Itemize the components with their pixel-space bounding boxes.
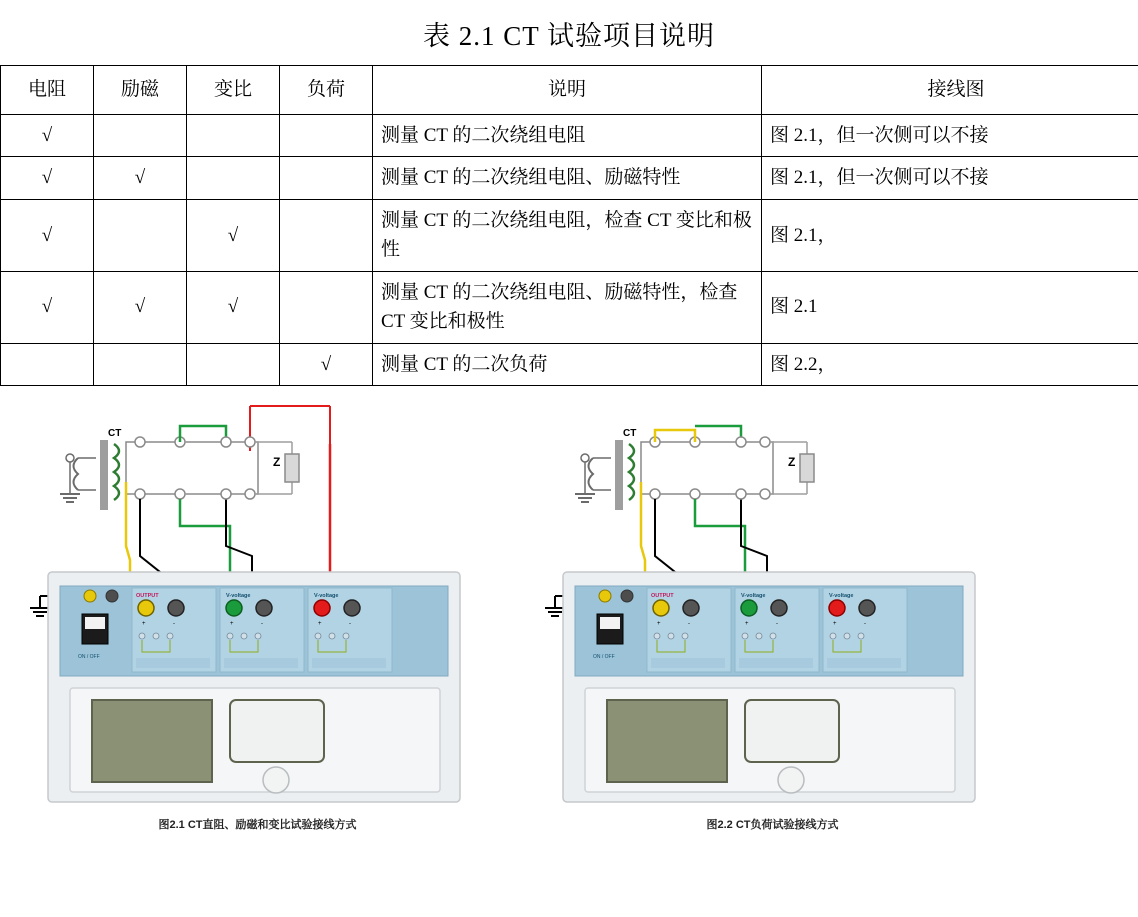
table-row [1,115,1138,157]
cell-burden [280,271,373,343]
svg-text:V-voltage: V-voltage [314,593,339,600]
cell-resistance: √ [1,199,94,271]
cell-resistance [1,343,94,385]
cell-burden [280,115,373,157]
ct-test-items-table [0,65,1138,386]
figure-ct-burden [545,396,1000,836]
cell-excitation [94,199,187,271]
column-header-description: 说明 [373,66,762,115]
svg-text:CT: CT [623,428,637,440]
cell-burden: √ [280,343,373,385]
cell-diagram: 图 2.1，但一次侧可以不接 [762,157,1138,199]
svg-text:V-voltage: V-voltage [829,593,854,600]
cell-excitation: √ [94,157,187,199]
figures-area [0,396,1138,836]
cell-resistance: √ [1,271,94,343]
svg-text:OUTPUT: OUTPUT [136,593,159,600]
cell-ratio: √ [187,199,280,271]
svg-text:-: - [688,621,690,628]
cell-diagram: 图 2.1 [762,271,1138,343]
svg-text:V-voltage: V-voltage [741,593,766,600]
svg-text:-: - [261,621,263,628]
figure-1-caption: 图2.1 CT直阻、励磁和变比试验接线方式 [158,819,357,832]
cell-description: 测量 CT 的二次绕组电阻、励磁特性，检查 CT 变比和极性 [373,271,762,343]
cell-ratio [187,157,280,199]
cell-resistance: √ [1,115,94,157]
cell-diagram: 图 2.2， [762,343,1138,385]
svg-text:Z: Z [788,455,796,470]
column-header-ratio: 变比 [187,66,280,115]
svg-text:Z: Z [273,455,281,470]
cell-excitation [94,343,187,385]
cell-excitation [94,115,187,157]
table-header-row [1,66,1138,115]
column-header-diagram: 接线图 [762,66,1138,115]
svg-text:+: + [745,621,749,628]
svg-text:+: + [230,621,234,628]
cell-burden [280,199,373,271]
table-row [1,199,1138,271]
cell-ratio [187,343,280,385]
svg-text:-: - [173,621,175,628]
svg-text:OUTPUT: OUTPUT [651,593,674,600]
cell-diagram: 图 2.1， [762,199,1138,271]
figure-ct-resistance-excitation-ratio [30,396,485,836]
svg-text:ON / OFF: ON / OFF [593,654,615,661]
cell-description: 测量 CT 的二次绕组电阻，检查 CT 变比和极性 [373,199,762,271]
cell-description: 测量 CT 的二次绕组电阻、励磁特性 [373,157,762,199]
cell-ratio: √ [187,271,280,343]
svg-text:+: + [318,621,322,628]
cell-diagram: 图 2.1，但一次侧可以不接 [762,115,1138,157]
svg-text:+: + [657,621,661,628]
cell-description: 测量 CT 的二次负荷 [373,343,762,385]
svg-text:-: - [864,621,866,628]
svg-text:-: - [349,621,351,628]
column-header-burden: 负荷 [280,66,373,115]
figure-2-caption: 图2.2 CT负荷试验接线方式 [706,819,839,832]
figure-1-svg [30,396,485,816]
cell-burden [280,157,373,199]
cell-ratio [187,115,280,157]
svg-text:V-voltage: V-voltage [226,593,251,600]
cell-description: 测量 CT 的二次绕组电阻 [373,115,762,157]
svg-text:+: + [833,621,837,628]
figure-2-svg [545,396,1000,816]
table-row [1,271,1138,343]
column-header-resistance: 电阻 [1,66,94,115]
svg-text:-: - [776,621,778,628]
svg-text:+: + [142,621,146,628]
column-header-excitation: 励磁 [94,66,187,115]
svg-text:ON / OFF: ON / OFF [78,654,100,661]
svg-text:CT: CT [108,428,122,440]
cell-excitation: √ [94,271,187,343]
cell-resistance: √ [1,157,94,199]
table-row [1,343,1138,385]
table-row [1,157,1138,199]
page-title: 表 2.1 CT 试验项目说明 [422,21,715,51]
